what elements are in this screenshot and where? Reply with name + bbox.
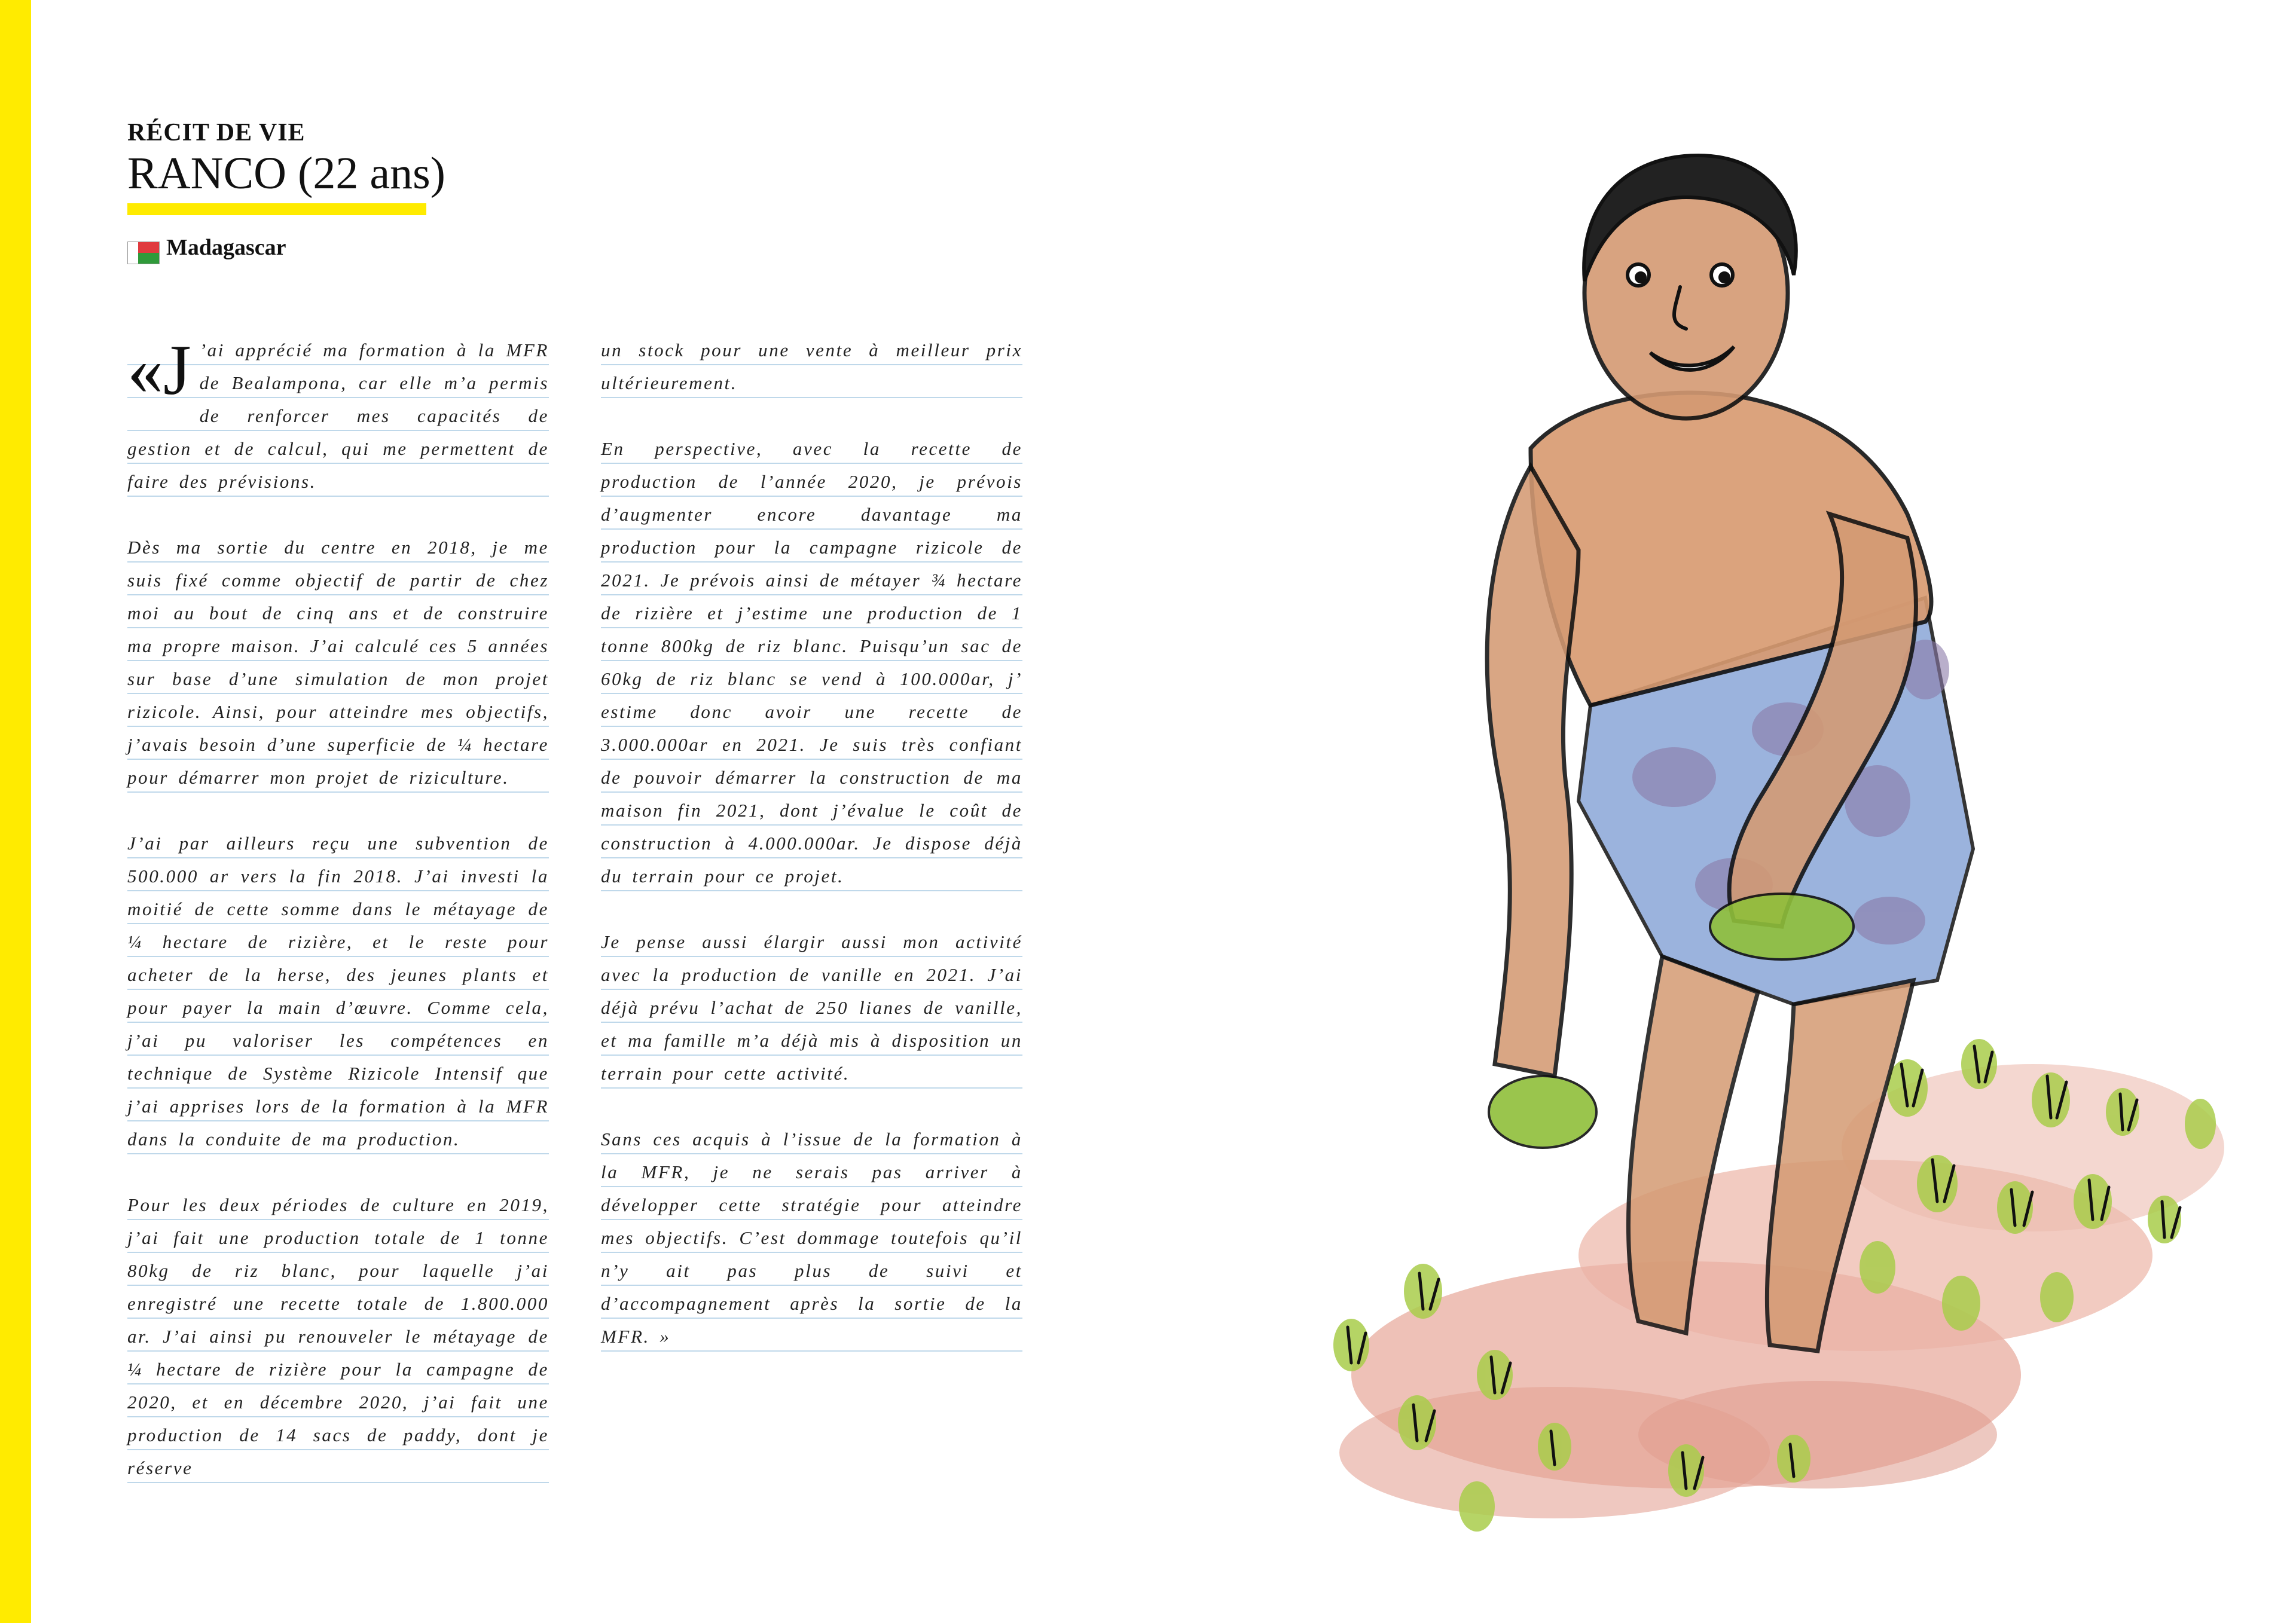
paragraph: un stock pour une vente à meilleur prix ultérieurement. <box>601 334 1022 399</box>
farmer-illustration <box>1220 132 2260 1578</box>
watercolor-rice-farmer-icon <box>1220 132 2260 1578</box>
page-title: RANCO (22 ans) <box>127 148 445 198</box>
paragraph: En perspective, avec la recette de production de l’année 2020, je prévois d’augmenter encore davantage ma production pour la campagne rizicole de 2021. Je prévois ainsi de métayer ¾ hectare de rizière et j’estime une production de 1 tonne 800kg de riz blanc. Puisqu’un sac de 60kg de riz blanc se vend à 100.000ar, j’ estime donc avoir une recette de 3.000.000ar en 2021. Je suis très confiant de pouvoir démarrer la construction de ma maison fin 2021, dont j’évalue le coût de construction à 4.000.000ar. Je dispose déjà du terrain pour ce projet. <box>601 432 1022 893</box>
paragraph: J’ai par ailleurs reçu une subvention de 500.000 ar vers la fin 2018. J’ai investi la moitié de cette somme dans le métayage de ¼ hectare de rizière, et le reste pour acheter de la herse, des jeunes plants et pour payer la main d’œuvre. Comme cela, j’ai pu valoriser les compétences en technique de Système Rizicole Intensif que j’ai apprises lors de la formation à la MFR dans la conduite de ma production. <box>127 827 549 1156</box>
title-underline <box>127 203 426 215</box>
country-label: Madagascar <box>166 235 286 260</box>
paragraph: «J ’ai apprécié ma formation à la MFR de Bealampona, car elle m’a permis de renforcer mes capacités de gestion et de calcul, qui me permettent de faire des prévisions. <box>127 334 549 498</box>
paragraph: Je pense aussi élargir aussi mon activité avec la production de vanille en 2021. J’ai déjà prévu l’achat de 250 lianes de vanille, et ma famille m’a déjà mis à disposition un terrain pour cette activité. <box>601 925 1022 1090</box>
text-column-1 <box>127 330 549 1517</box>
paragraph: Sans ces acquis à l’issue de la formation à la MFR, je ne serais pas arriver à développer cette stratégie pour atteindre mes objectifs. C’est dommage toutefois qu’il n’y ait pas plus de suivi et d’accompagnement après la sortie de la MFR. » <box>601 1123 1022 1353</box>
yellow-side-bar <box>0 0 31 1623</box>
dropcap: «J <box>127 330 191 409</box>
paragraph: Pour les deux périodes de culture en 2019, j’ai fait une production totale de 1 tonne 80kg de riz blanc, pour laquelle j’ai enregistré une recette totale de 1.800.000 ar. J’ai ainsi pu renouveler le métayage de ¼ hectare de rizière pour la campagne de 2020, et en décembre 2020, j’ai fait une production de 14 sacs de paddy, dont je réserve <box>127 1188 549 1484</box>
left-arm <box>1487 466 1578 1076</box>
paragraph: Dès ma sortie du centre en 2018, je me suis fixé comme objectif de partir de chez moi au bout de cinq ans et de construire ma propre maison. J’ai calculé ces 5 années sur base d’une simulation de mon projet rizicole. Ainsi, pour atteindre mes objectifs, j’avais besoin d’une superficie de ¼ hectare pour démarrer mon projet de riziculture. <box>127 531 549 794</box>
section-label: RÉCIT DE VIE <box>127 119 306 146</box>
text-column-2 <box>601 334 1022 1386</box>
madagascar-flag-icon <box>127 242 160 264</box>
